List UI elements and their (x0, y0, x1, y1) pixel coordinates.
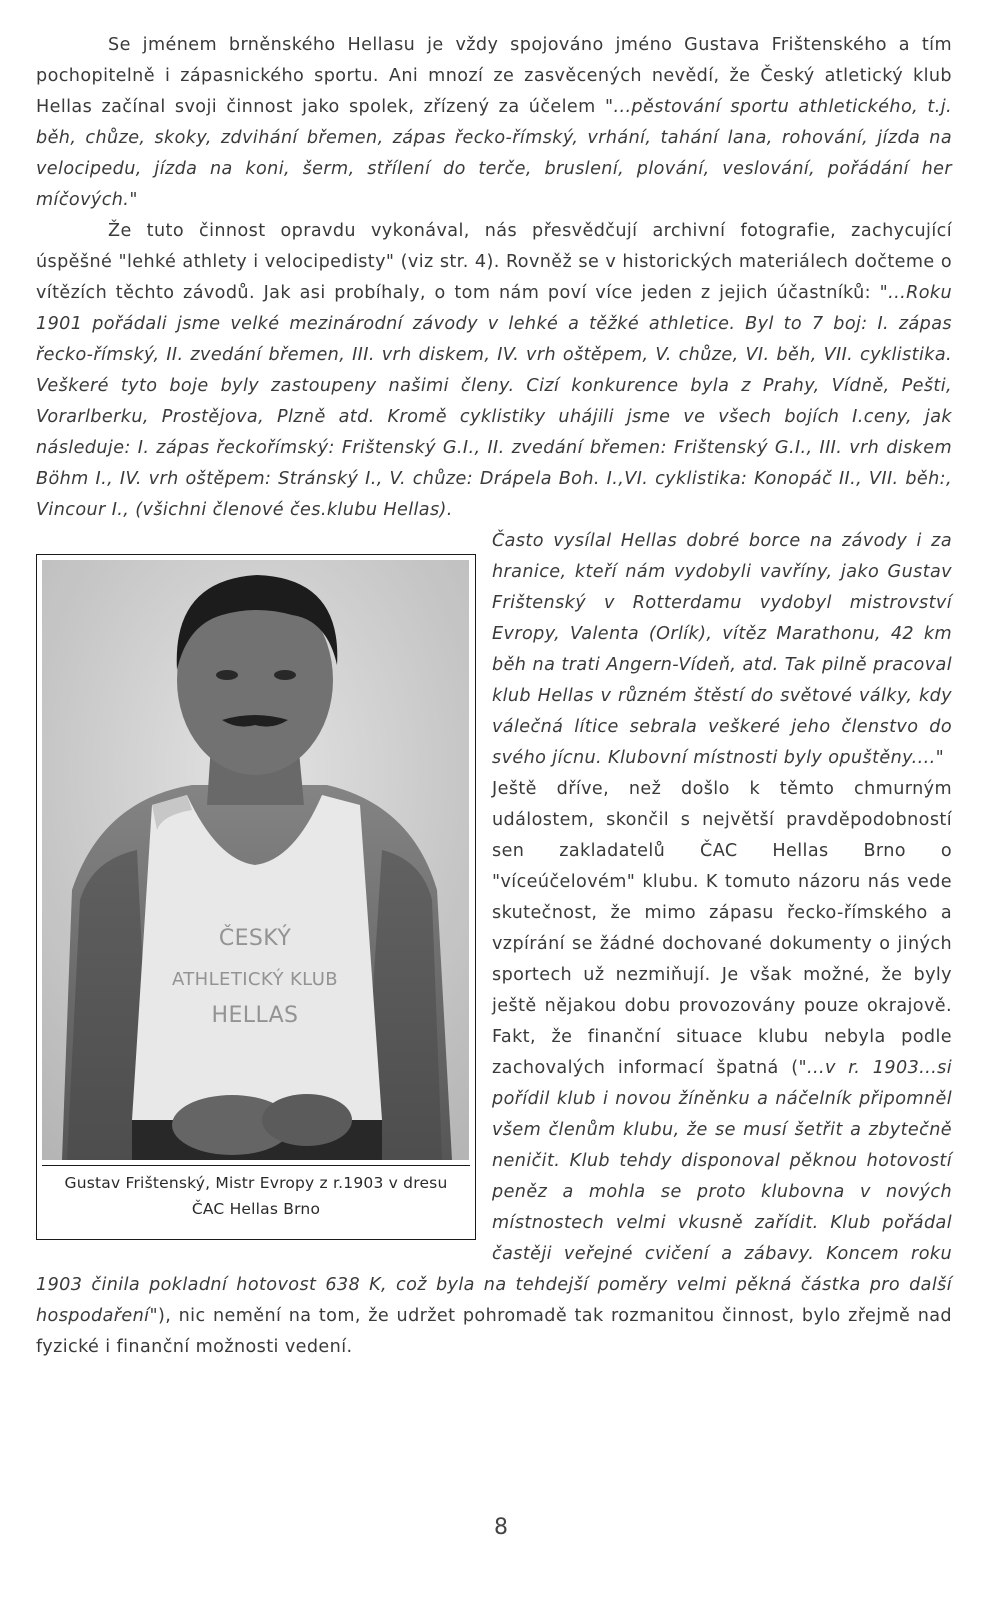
paragraph-1 (36, 30, 952, 216)
paragraph-2 (36, 216, 952, 526)
shirt-text-2: ATHLETICKÝ KLUB (171, 969, 339, 990)
paragraph-1-intro: Se jménem brněnského Hellasu je vždy spojováno jméno Gustava Frištenského a tím pochopitelně i zápasnického sportu. Ani mnozí ze zasvěcených nevědí, že Český atletický klub Hellas začínal svoji činnost jako spolek, zřízený za účelem " (36, 35, 952, 117)
photo-caption (42, 1165, 470, 1233)
photo-figure (36, 554, 476, 1240)
paragraph-2-intro: Že tuto činnost opravdu vykonával, nás přesvědčují archivní fotografie, zachycující úspěšné "lehké athlety i velocipedisty" (viz str. 4). Rovněž se v historických materiálech dočteme o vítězích těchto závodů. Jak asi probíhaly, o tom nám poví více jeden z jejich účastníků: " (36, 221, 952, 303)
paragraph-3-quote: ...v r. 1903...si pořídil klub i novou žíněnku a náčelník připomněl všem členům klubu, že se musí šetřit a zbytečně neničit. Klub tehdy disponoval pěknou hotovostí peněz a mohla se proto klubovna v nových místnostech velmi vkusně zařídit. Klub pořádal častěji veřejné cvičení a zábavy. Koncem roku 1903 činila pokladní hotovost 638 K, což byla na tehdejší poměry velmi pěkná částka pro další hospodaření (36, 1058, 952, 1326)
paragraph-2-end: " (935, 748, 945, 768)
page-number: 8 (494, 1515, 508, 1540)
paragraph-1-quote: ...pěstování sportu athletického, t.j. běh, chůze, skoky, zdvihání břemen, zápas řecko-římský, vrhání, tahání lana, rohování, jízda na velocipedu, jízda na koni, šerm, střílení do terče, bruslení, plování, veslování, pořádání her míčových. (36, 97, 952, 210)
caption-line-1: Gustav Frištenský, Mistr Evropy z r.1903 v dresu (64, 1174, 448, 1192)
article-body (36, 30, 952, 1363)
wrestler-portrait-icon (42, 560, 469, 1160)
paragraph-3-intro: Ještě dříve, než došlo k těmto chmurným událostem, skončil s největší pravděpodobností sen zakladatelů ČAC Hellas Brno o "víceúčelovém" klubu. K tomuto názoru nás vede skutečnost, že mimo zápasu řecko-římského a vzpírání se žádné dochované dokumenty o jiných sportech už nezmiňují. Je však možné, že byly ještě nějakou dobu provozovány pouze okrajově. Fakt, že finanční situace klubu nebyla podle zachovalých informací špatná (" (492, 779, 952, 1078)
shirt-text-1: ČESKÝ (218, 926, 292, 951)
shirt-text-3: HELLAS (211, 1003, 299, 1028)
wrestler-photo (42, 560, 469, 1160)
paragraph-1-end: " (129, 190, 138, 210)
caption-line-2: ČAC Hellas Brno (191, 1200, 321, 1218)
paragraph-2-quote-2: Často vysílal Hellas dobré borce na závody i za hranice, kteří nám vydobyli vavříny, jako Gustav Frištenský v Rotterdamu vydobyl mistrovství Evropy, Valenta (Orlík), vítěz Marathonu, 42 km běh na trati Angern-Vídeň, atd. Tak pilně pracoval klub Hellas v různém štěstí do světové války, kdy válečná lítice sebrala veškeré jeho členstvo do svého jícnu. Klubovní místnosti byly opuštěny.... (492, 531, 952, 768)
paragraph-3-end: "), nic nemění na tom, že udržet pohromadě tak rozmanitou činnost, bylo zřejmě nad fyzické i finanční možnosti vedení. (36, 1306, 952, 1357)
paragraph-2-quote: ...Roku 1901 pořádali jsme velké mezinárodní závody v lehké a těžké athletice. Byl to 7 boj: I. zápas řecko-římský, II. zvedání břemen, III. vrh diskem, IV. vrh oštěpem, V. chůze, VI. běh, VII. cyklistika. Veškeré tyto boje byly zastoupeny našimi členy. Cizí konkurence byla z Prahy, Vídně, Pešti, Vorarlberku, Prostějova, Plzně atd. Kromě cyklistiky uhájili jsme ve všech bojích I.ceny, jak následuje: I. zápas řeckořímský: Frištenský G.I., II. zvedání břemen: Frištenský G.I., III. vrh diskem Böhm I., IV. vrh oštěpem: Stránský I., V. chůze: Drápela Boh. I.,VI. cyklistika: Konopáč II., VII. běh:, Vincour I., (všichni členové čes.klubu Hellas). (36, 283, 952, 520)
